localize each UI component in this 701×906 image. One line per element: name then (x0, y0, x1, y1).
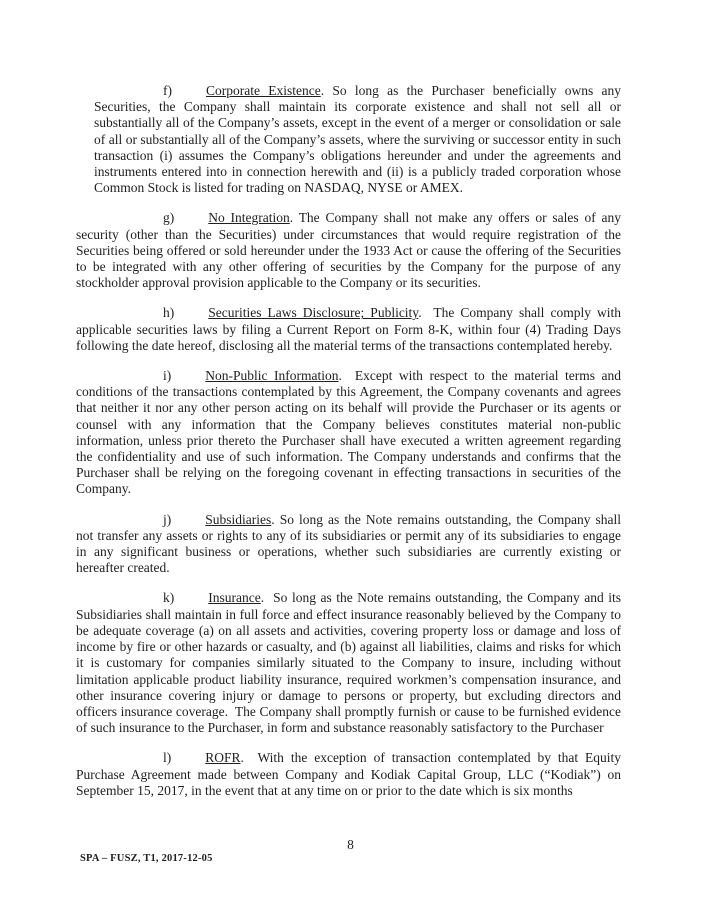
section-body: So long as the Purchaser beneficially owns any Securities, the Company shall maintain its corporate existence and shall not sell all or substantially all of the Company’s assets, except in the event of a merger or consolidation or sale of all or substantially all of the Company’s assets, where the surviving or successor entity in such transaction (i) assumes the Company’s obligations hereunder and under the agreements and instruments entered into in connection herewith and (ii) is a publicly traded corporation whose Common Stock is listed for trading on NASDAQ, NYSE or AMEX. (94, 83, 622, 196)
section-body: So long as the Note remains outstanding, the Company and its Subsidiaries shall maintain in full force and effect insurance reasonably believed by the Company to be adequate coverage (a) on all assets and activities, covering property loss or damage and loss of income by fire or other hazards or casualty, and (b) against all liabilities, claims and risks for which it is customary for companies similarly situated to the Company to insure, including without limitation applicable product liability insurance, required workmen’s compensation insurance, and other insurance covering injury or damage to persons or property, but excluding directors and officers insurance coverage. The Company shall promptly furnish or cause to be furnished evidence of such insurance to the Purchaser, in form and substance reasonably satisfactory to the Purchaser (76, 590, 622, 736)
section-heading: Non-Public Information (205, 368, 339, 384)
section-letter: k) (163, 590, 175, 606)
heading-separator: . (271, 511, 280, 527)
section-paragraph-l (76, 750, 621, 799)
section-letter: g) (163, 210, 175, 226)
section-paragraph-g (76, 210, 621, 291)
section-letter: j) (163, 511, 172, 527)
section-heading: Securities Laws Disclosure; Publicity (208, 305, 419, 321)
section-body: With the exception of transaction contemplated by that Equity Purchase Agreement made between Company and Kodiak Capital Group, LLC (“Kodiak”) on September 15, 2017, in the event that at any time on or prior to the date which is six months (76, 750, 622, 798)
section-paragraph-f (94, 83, 621, 196)
section-letter: i) (163, 368, 172, 384)
section-paragraph-i (76, 368, 621, 498)
heading-separator: . (338, 368, 355, 384)
section-paragraph-k (76, 590, 621, 736)
section-letter: f) (163, 83, 172, 98)
section-letter: l) (163, 750, 172, 766)
heading-separator: . (260, 590, 274, 606)
heading-separator: . (320, 83, 333, 98)
section-heading: No Integration (208, 210, 290, 226)
section-body: Except with respect to the material terms and conditions of the transactions contemplated by this Agreement, the Company covenants and agrees that neither it nor any other person acting on its behalf will provide the Purchaser or its agents or counsel with any information that the Company believes constitutes material non-public information, unless prior thereto the Purchaser shall have executed a written agreement regarding the confidentiality and use of such information. The Company understands and confirms that the Purchaser shall be relying on the foregoing covenant in effecting transactions in securities of the Company. (76, 368, 621, 497)
section-heading: Corporate Existence (206, 83, 321, 98)
section-body: So long as the Note remains outstanding, the Company shall not transfer any assets or rights to any of its subsidiaries or permit any of its subsidiaries to engage in any significant business or operations, whether such subsidiaries are currently existing or hereafter created. (76, 511, 621, 576)
section-paragraph-j (76, 512, 621, 577)
section-body: The Company shall not make any offers or sales of any security (other than the Securities) under circumstances that would require registration of the Securities being offered or sold hereunder under the 1933 Act or cause the offering of the Securities to be integrated with any other offering of securities by the Company for the purpose of any stockholder approval provision applicable to the Company or its securities. (76, 210, 621, 291)
section-heading: Insurance (208, 590, 261, 606)
section-letter: h) (163, 305, 175, 321)
heading-separator: . (240, 750, 258, 766)
heading-separator: . (289, 210, 299, 226)
page-number: 8 (347, 837, 354, 852)
heading-separator: . (418, 305, 434, 321)
section-body: The Company shall comply with applicable securities laws by filing a Current Report on Form 8-K, within four (4) Trading Days following the date hereof, disclosing all the material terms of the transactions contemplated hereby. (76, 305, 621, 353)
page-body (76, 83, 621, 813)
section-paragraph-h (76, 305, 621, 354)
document-footer-id: SPA – FUSZ, T1, 2017-12-05 (80, 853, 213, 864)
section-heading: ROFR (205, 750, 241, 766)
section-heading: Subsidiaries (205, 511, 272, 527)
